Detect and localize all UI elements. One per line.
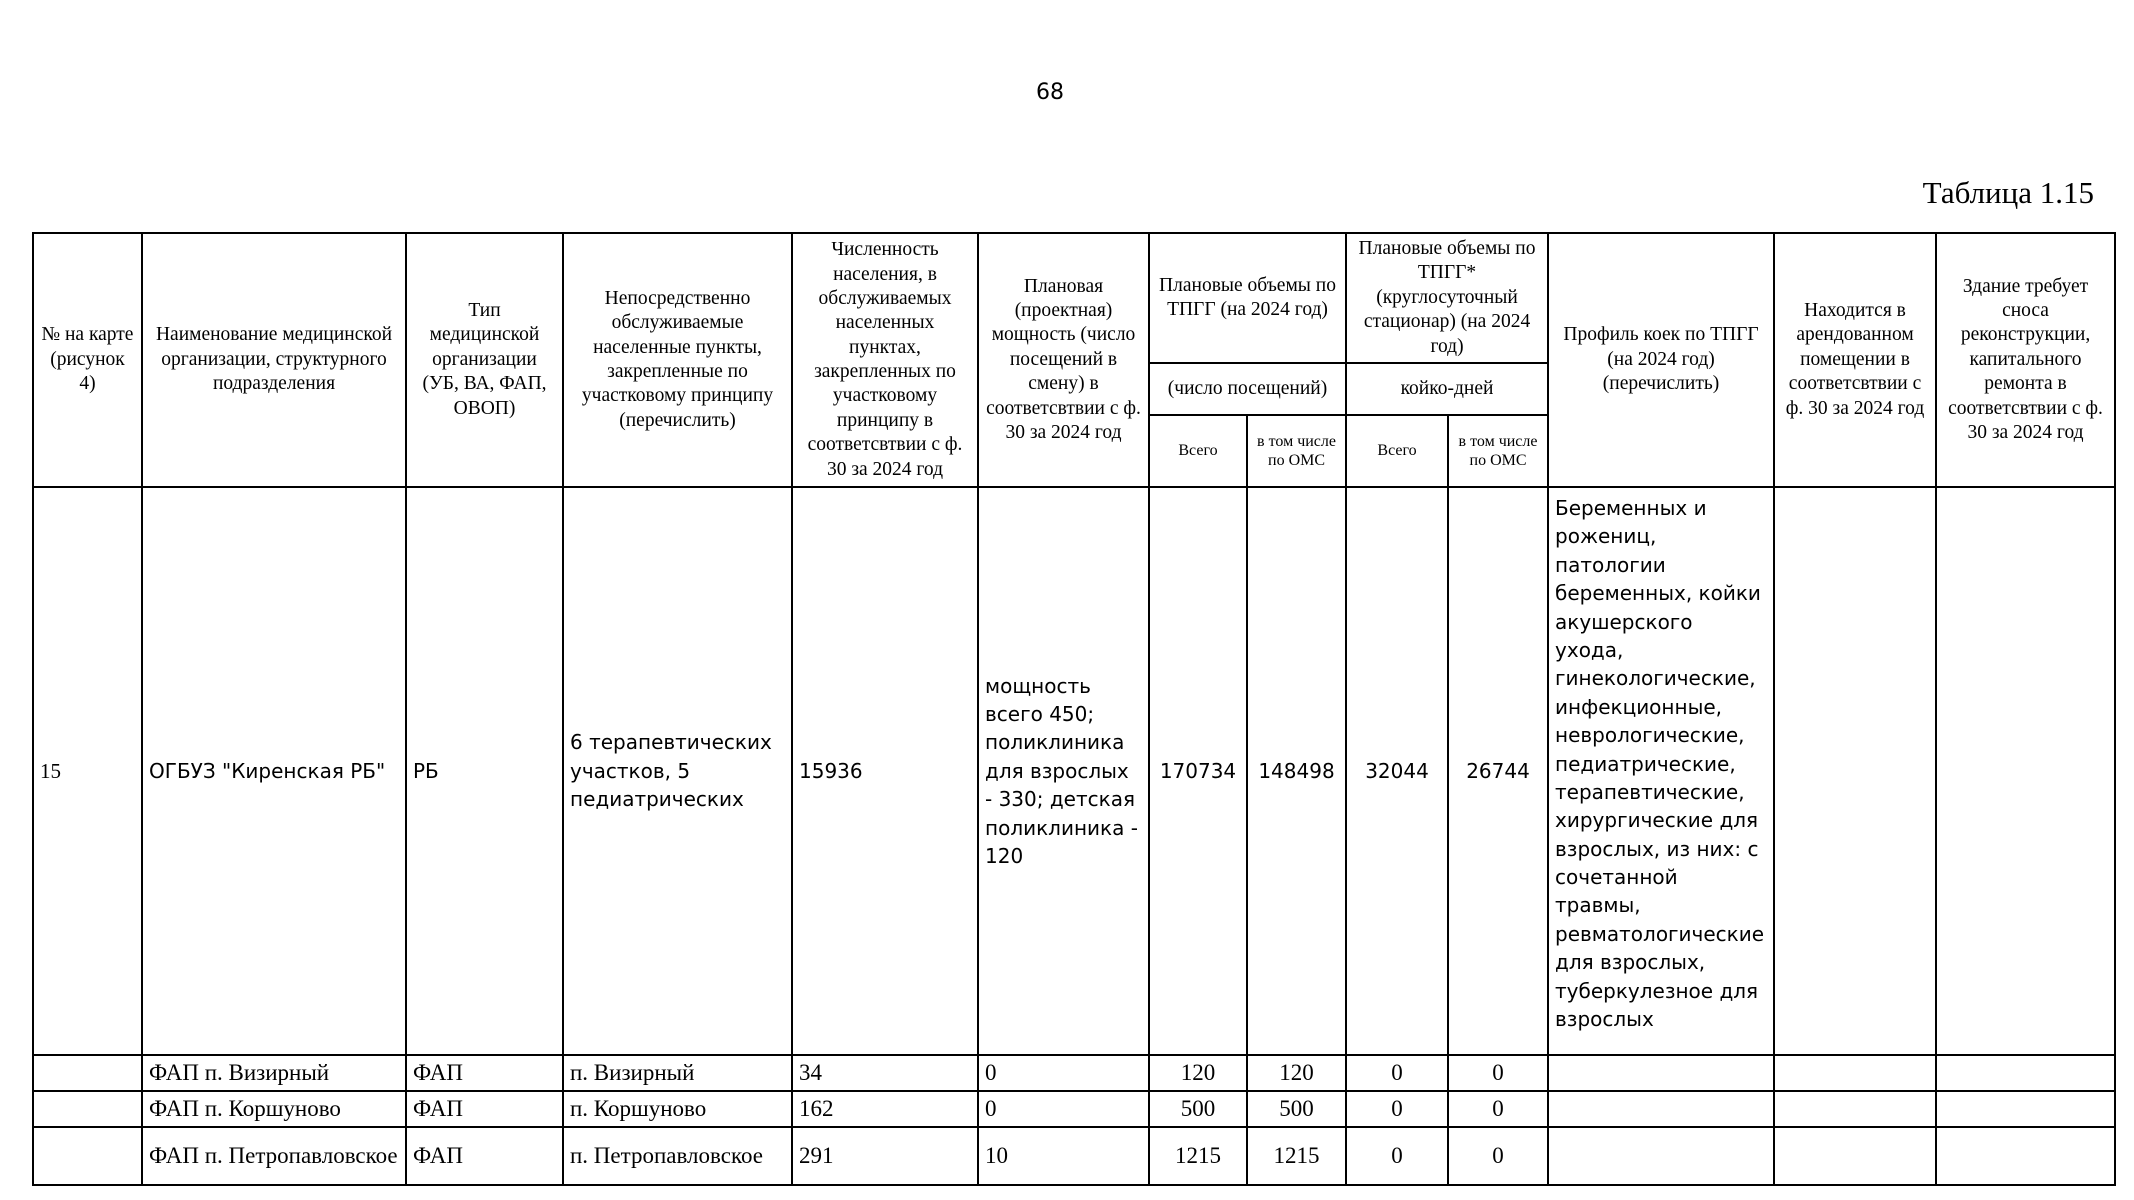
cell-beddays-total: 32044 — [1346, 487, 1448, 1055]
cell-bed-profile — [1548, 1091, 1774, 1127]
cell-organization-name: ОГБУЗ "Киренская РБ" — [142, 487, 406, 1055]
cell-beddays-oms: 26744 — [1448, 487, 1548, 1055]
cell-capacity: 0 — [978, 1091, 1149, 1127]
cell-capacity: 10 — [978, 1127, 1149, 1185]
cell-organization-type: ФАП — [406, 1091, 563, 1127]
cell-reconstruction — [1936, 1127, 2115, 1185]
header-rented: Находится в арендованном помещении в соответсвтвии с ф. 30 за 2024 год — [1774, 233, 1936, 487]
facilities-table — [32, 232, 2116, 1186]
cell-bed-profile: Беременных и рожениц, патологии беременных, койки акушерского ухода, гинекологические, инфекционные, неврологические, педиатрические, терапевтические, хирургические для взрослых, из них: с сочетанной травмы, ревматологические для взрослых, туберкулезное для взрослых — [1548, 487, 1774, 1055]
cell-reconstruction — [1936, 1091, 2115, 1127]
cell-map-number — [33, 1091, 142, 1127]
cell-beddays-total: 0 — [1346, 1127, 1448, 1185]
cell-visits-total: 500 — [1149, 1091, 1247, 1127]
cell-beddays-total: 0 — [1346, 1091, 1448, 1127]
cell-map-number — [33, 1055, 142, 1091]
cell-beddays-oms: 0 — [1448, 1127, 1548, 1185]
cell-rented — [1774, 1127, 1936, 1185]
table-row — [33, 1055, 2115, 1091]
cell-visits-oms: 120 — [1247, 1055, 1346, 1091]
cell-organization-name: ФАП п. Визирный — [142, 1055, 406, 1091]
cell-beddays-total: 0 — [1346, 1055, 1448, 1091]
header-stationary-volumes: Плановые объемы по ТПГГ* (круглосуточный стационар) (на 2024 год) — [1346, 233, 1548, 363]
cell-beddays-oms: 0 — [1448, 1091, 1548, 1127]
cell-population: 15936 — [792, 487, 978, 1055]
header-bed-profile: Профиль коек по ТПГГ (на 2024 год) (перечислить) — [1548, 233, 1774, 487]
cell-settlements: п. Визирный — [563, 1055, 792, 1091]
cell-map-number: 15 — [33, 487, 142, 1055]
cell-reconstruction — [1936, 487, 2115, 1055]
cell-bed-profile — [1548, 1127, 1774, 1185]
cell-population: 34 — [792, 1055, 978, 1091]
page-number: 68 — [1036, 80, 1064, 105]
cell-visits-total: 1215 — [1149, 1127, 1247, 1185]
header-population: Численность населения, в обслуживаемых населенных пунктах, закрепленных по участковому принципу в соответсвтвии с ф. 30 за 2024 год — [792, 233, 978, 487]
table-row — [33, 1091, 2115, 1127]
table-row — [33, 487, 2115, 1055]
cell-population: 162 — [792, 1091, 978, 1127]
header-visits-unit: (число посещений) — [1149, 363, 1346, 415]
cell-capacity: мощность всего 450; поликлиника для взрослых - 330; детская поликлиника - 120 — [978, 487, 1149, 1055]
cell-rented — [1774, 1091, 1936, 1127]
header-visits-total: Всего — [1149, 415, 1247, 487]
cell-organization-type: РБ — [406, 487, 563, 1055]
cell-reconstruction — [1936, 1055, 2115, 1091]
header-organization-name: Наименование медицинской организации, структурного подразделения — [142, 233, 406, 487]
cell-visits-oms: 500 — [1247, 1091, 1346, 1127]
cell-organization-name: ФАП п. Коршуново — [142, 1091, 406, 1127]
cell-visits-oms: 148498 — [1247, 487, 1346, 1055]
header-organization-type: Тип медицинской организации (УБ, ВА, ФАП, ОВОП) — [406, 233, 563, 487]
header-beddays-total: Всего — [1346, 415, 1448, 487]
header-reconstruction: Здание требует сноса реконструкции, капитального ремонта в соответсвтвии с ф. 30 за 2024 год — [1936, 233, 2115, 487]
header-visits-oms: в том числе по ОМС — [1247, 415, 1346, 487]
table-row — [33, 1127, 2115, 1185]
cell-visits-total: 120 — [1149, 1055, 1247, 1091]
cell-settlements: п. Коршуново — [563, 1091, 792, 1127]
header-settlements: Непосредственно обслуживаемые населенные пункты, закрепленные по участковому принципу (перечислить) — [563, 233, 792, 487]
cell-settlements: п. Петропавловское — [563, 1127, 792, 1185]
cell-settlements: 6 терапевтических участков, 5 педиатрических — [563, 487, 792, 1055]
header-beddays-unit: койко-дней — [1346, 363, 1548, 415]
header-beddays-oms: в том числе по ОМС — [1448, 415, 1548, 487]
cell-bed-profile — [1548, 1055, 1774, 1091]
cell-beddays-oms: 0 — [1448, 1055, 1548, 1091]
cell-map-number — [33, 1127, 142, 1185]
cell-population: 291 — [792, 1127, 978, 1185]
cell-organization-type: ФАП — [406, 1055, 563, 1091]
cell-visits-oms: 1215 — [1247, 1127, 1346, 1185]
header-capacity: Плановая (проектная) мощность (число посещений в смену) в соответсвтвии с ф. 30 за 2024 год — [978, 233, 1149, 487]
cell-visits-total: 170734 — [1149, 487, 1247, 1055]
header-tpgg-volumes: Плановые объемы по ТПГГ (на 2024 год) — [1149, 233, 1346, 363]
table-caption: Таблица 1.15 — [1922, 175, 2094, 210]
header-map-number: № на карте (рисунок 4) — [33, 233, 142, 487]
cell-rented — [1774, 1055, 1936, 1091]
cell-rented — [1774, 487, 1936, 1055]
cell-organization-type: ФАП — [406, 1127, 563, 1185]
cell-capacity: 0 — [978, 1055, 1149, 1091]
cell-organization-name: ФАП п. Петропавловское — [142, 1127, 406, 1185]
